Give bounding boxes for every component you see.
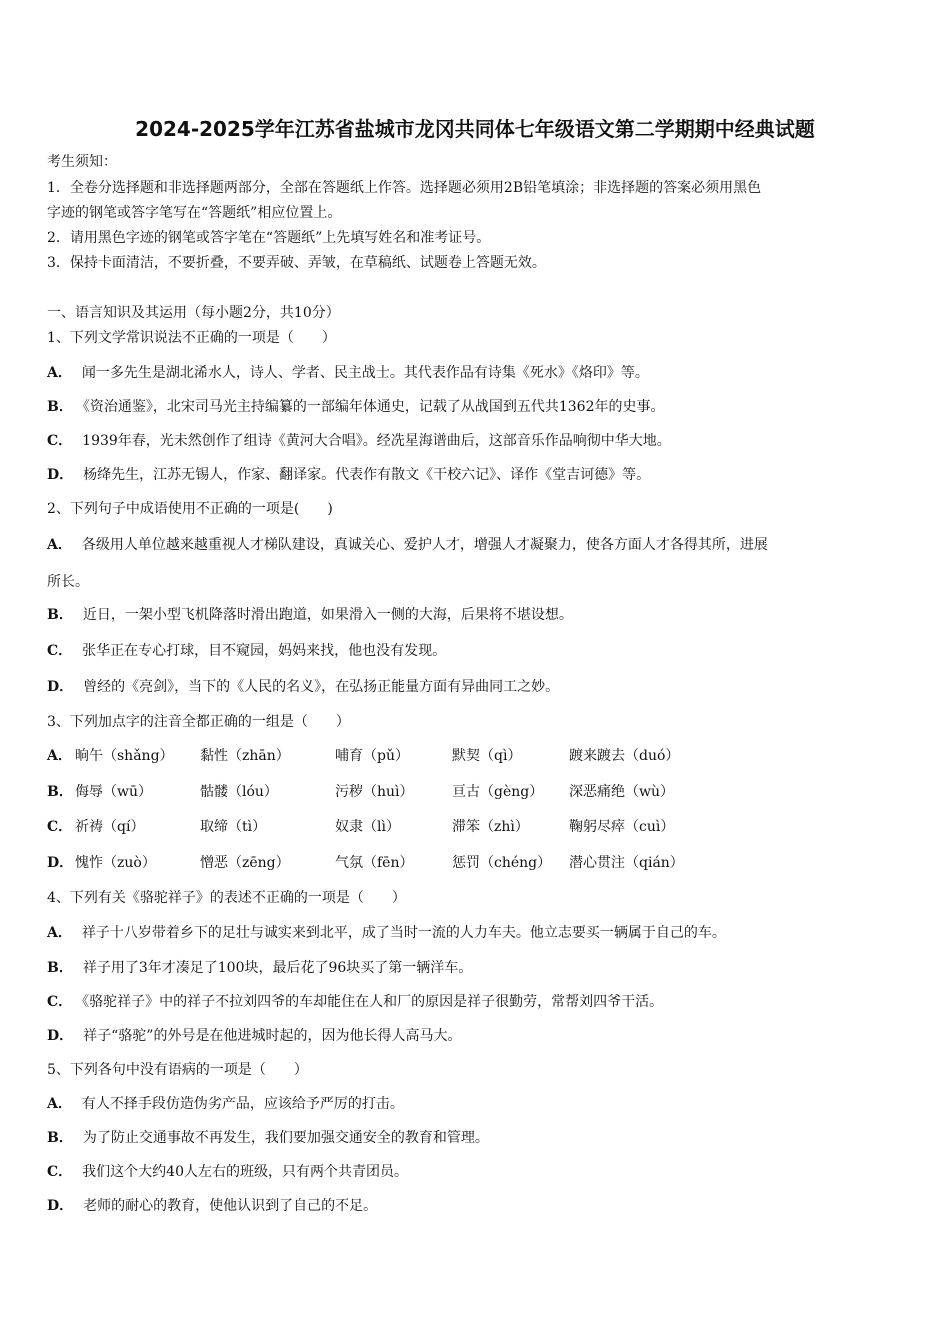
option-label: D． <box>47 467 74 483</box>
option-label: A． <box>47 365 72 381</box>
option-item <box>47 1093 404 1113</box>
pinyin-item: 哺育（pǔ） <box>335 748 409 764</box>
question-stem: 4、下列有关《骆驼祥子》的表述不正确的一项是（ ） <box>47 890 406 906</box>
pinyin-item: 深恶痛绝（wù） <box>569 784 674 800</box>
option-item <box>47 464 650 484</box>
pinyin-item: 气氛（fēn） <box>335 855 414 871</box>
option-label: C． <box>47 643 73 659</box>
option-label: C． <box>47 819 73 835</box>
pinyin-item: 惩罚（chéng） <box>452 855 552 871</box>
option-item <box>47 676 559 696</box>
pinyin-item: 侮辱（wū） <box>75 784 152 800</box>
option-item <box>47 396 664 416</box>
pinyin-item: 污秽（huì） <box>335 784 414 800</box>
option-text: 《骆驼祥子》中的祥子不拉刘四爷的车却能住在人和厂的原因是祥子很勤劳，常帮刘四爷干活。 <box>82 994 664 1010</box>
option-text: 张华正在专心打球，目不窥园，妈妈来找，他也没有发现。 <box>82 643 447 659</box>
option-item <box>47 604 573 624</box>
page-title: 2024-2025学年江苏省盐城市龙冈共同体七年级语文第二学期期中经典试题 <box>135 117 815 141</box>
option-label: B． <box>47 399 73 415</box>
option-text: 杨绛先生，江苏无锡人，作家、翻译家。代表作有散文《干校六记》、译作《堂吉诃德》等。 <box>83 467 651 483</box>
option-text: 为了防止交通事故不再发生，我们要加强交通安全的教育和管理。 <box>82 1130 489 1146</box>
option-label: A． <box>47 1096 72 1112</box>
pinyin-item: 鞠躬尽瘁（cuì） <box>569 819 675 835</box>
pinyin-item: 奴隶（lì） <box>335 819 400 835</box>
option-label: A． <box>47 925 72 941</box>
notice-heading: 考生须知： <box>47 154 117 170</box>
question-stem: 2、下列句子中成语使用不正确的一项是( ) <box>47 501 333 517</box>
option-label: D． <box>47 855 74 871</box>
option-item <box>47 1161 408 1181</box>
question-stem: 1、下列文学常识说法不正确的一项是（ ） <box>47 330 336 346</box>
option-text: 祥子用了3年才凑足了100块，最后花了96块买了第一辆洋车。 <box>82 960 473 976</box>
option-text: 曾经的《亮剑》，当下的《人民的名义》，在弘扬正能量方面有异曲同工之妙。 <box>83 679 560 695</box>
pinyin-item: 滞笨（zhì） <box>452 819 529 835</box>
option-label: D． <box>47 1028 74 1044</box>
option-text: 老师的耐心的教育，使他认识到了自己的不足。 <box>83 1198 378 1214</box>
pinyin-item: 默契（qì） <box>452 748 522 764</box>
notice-item: 2．请用黑色字迹的钢笔或答字笔在“答题纸”上先填写姓名和准考证号。 <box>47 230 491 246</box>
option-text: 1939年春，光未然创作了组诗《黄河大合唱》。经冼星海谱曲后，这部音乐作品响彻中华大地。 <box>82 433 671 449</box>
option-item <box>47 1025 461 1045</box>
option-item <box>47 362 649 382</box>
notice-item: 字迹的钢笔或答字笔写在“答题纸”相应位置上。 <box>47 205 342 221</box>
option-text: 《资治通鉴》，北宋司马光主持编纂的一部编年体通史，记载了从战国到五代共1362年的史事。 <box>82 399 665 415</box>
option-label: D． <box>47 1198 74 1214</box>
option-item <box>47 430 671 450</box>
pinyin-item: 憎恶（zēng） <box>200 855 290 871</box>
option-item <box>47 1195 377 1215</box>
option-label: A． <box>47 537 72 553</box>
option-label: A． <box>47 748 72 764</box>
pinyin-item: 潜心贯注（qián） <box>569 855 684 871</box>
section-heading: 一、语言知识及其运用（每小题2分，共10分） <box>47 305 340 321</box>
question-stem: 3、下列加点字的注音全都正确的一组是（ ） <box>47 714 350 730</box>
pinyin-item: 祈祷（qí） <box>75 819 145 835</box>
question-stem: 5、下列各句中没有语病的一项是（ ） <box>47 1062 308 1078</box>
pinyin-item: 愧怍（zuò） <box>75 855 156 871</box>
pinyin-item: 亘古（gèng） <box>452 784 544 800</box>
pinyin-item: 黏性（zhān） <box>200 748 290 764</box>
option-text: 祥子十八岁带着乡下的足壮与诚实来到北平，成了当时一流的人力车夫。他立志要买一辆属于自己的车。 <box>81 925 726 941</box>
option-label: C． <box>47 994 73 1010</box>
option-label: B． <box>47 784 73 800</box>
option-label: B． <box>47 960 73 976</box>
option-text: 有人不择手段仿造伪劣产品，应该给予严厉的打击。 <box>81 1096 404 1112</box>
option-text: 我们这个大约40人左右的班级，只有两个共青团员。 <box>82 1164 408 1180</box>
pinyin-item: 骷髅（lóu） <box>200 784 278 800</box>
option-label: B． <box>47 1130 73 1146</box>
option-label: C． <box>47 433 73 449</box>
option-label: D． <box>47 679 74 695</box>
pinyin-item: 踱来踱去（duó） <box>569 748 680 764</box>
notice-item: 3．保持卡面清洁，不要折叠，不要弄破、弄皱，在草稿纸、试题卷上答题无效。 <box>47 255 546 271</box>
option-item <box>47 922 726 942</box>
option-text: 闻一多先生是湖北浠水人，诗人、学者、民主战士。其代表作品有诗集《死水》《烙印》等。 <box>81 365 649 381</box>
option-item <box>47 991 663 1011</box>
notice-item: 1．全卷分选择题和非选择题两部分，全部在答题纸上作答。选择题必须用2B铅笔填涂；非选择题的答案必须用黑色 <box>47 180 762 196</box>
option-continuation: 所长。 <box>47 574 89 590</box>
option-label: B． <box>47 607 73 623</box>
option-item <box>47 534 768 554</box>
option-item <box>47 640 446 660</box>
option-item <box>47 1127 489 1147</box>
pinyin-item: 取缔（tì） <box>200 819 267 835</box>
pinyin-item: 晌午（shǎng） <box>75 748 174 764</box>
option-text: 祥子“骆驼”的外号是在他进城时起的，因为他长得人高马大。 <box>83 1028 462 1044</box>
option-item <box>47 957 472 977</box>
option-text: 近日，一架小型飞机降落时滑出跑道，如果滑入一侧的大海，后果将不堪设想。 <box>82 607 573 623</box>
option-label: C． <box>47 1164 73 1180</box>
option-text: 各级用人单位越来越重视人才梯队建设，真诚关心、爱护人才，增强人才凝聚力，使各方面人才各得其所，进展 <box>81 537 768 553</box>
